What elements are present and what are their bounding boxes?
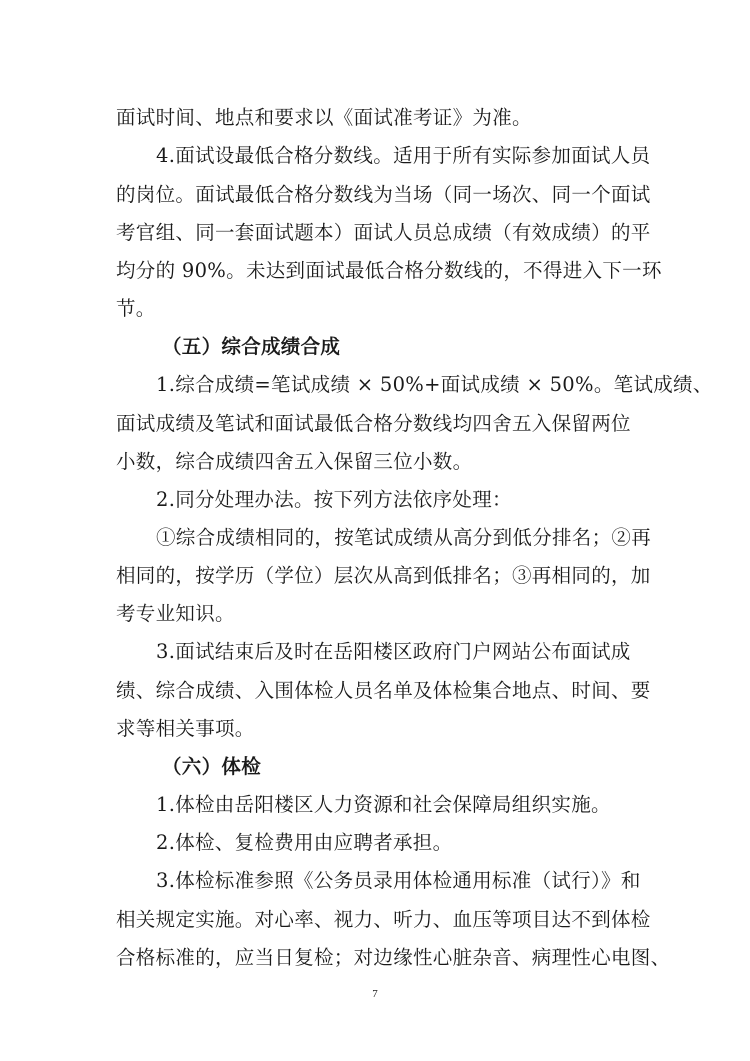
- text-line: ①综合成绩相同的，按笔试成绩从高分到低分排名；②再: [156, 526, 652, 549]
- text-line: 1.综合成绩=笔试成绩 × 50%+面试成绩 × 50%。笔试成绩、: [156, 373, 713, 396]
- page-number: 7: [372, 988, 378, 1000]
- text-line: 合格标准的，应当日复检；对边缘性心脏杂音、病理性心电图、: [116, 946, 671, 969]
- text-line: 2.体检、复检费用由应聘者承担。: [156, 831, 453, 854]
- text-line: 4.面试设最低合格分数线。适用于所有实际参加面试人员: [156, 144, 651, 167]
- text-line: 3.面试结束后及时在岳阳楼区政府门户网站公布面试成: [156, 640, 631, 663]
- text-line: 考官组、同一套面试题本）面试人员总成绩（有效成绩）的平: [116, 221, 651, 244]
- section-heading: （五）综合成绩合成: [162, 335, 341, 358]
- text-line: 绩、综合成绩、入围体检人员名单及体检集合地点、时间、要: [116, 679, 651, 702]
- section-heading: （六）体检: [162, 755, 262, 778]
- text-line: 求等相关事项。: [116, 717, 255, 740]
- text-line: 相同的，按学历（学位）层次从高到低排名；③再相同的，加: [116, 564, 651, 587]
- text-line: 考专业知识。: [116, 602, 235, 625]
- text-line: 相关规定实施。对心率、视力、听力、血压等项目达不到体检: [116, 908, 651, 931]
- text-line: 2.同分处理办法。按下列方法依序处理：: [156, 488, 512, 511]
- text-line: 3.体检标准参照《公务员录用体检通用标准（试行）》和: [156, 869, 641, 892]
- text-line: 节。: [116, 297, 156, 320]
- text-line: 1.体检由岳阳楼区人力资源和社会保障局组织实施。: [156, 793, 611, 816]
- text-line: 的岗位。面试最低合格分数线为当场（同一场次、同一个面试: [116, 183, 651, 206]
- text-line: 面试成绩及笔试和面试最低合格分数线均四舍五入保留两位: [116, 412, 631, 435]
- text-line: 小数，综合成绩四舍五入保留三位小数。: [116, 450, 473, 473]
- text-line: 面试时间、地点和要求以《面试准考证》为准。: [116, 106, 532, 129]
- text-line: 均分的 90%。未达到面试最低合格分数线的，不得进入下一环: [116, 259, 662, 282]
